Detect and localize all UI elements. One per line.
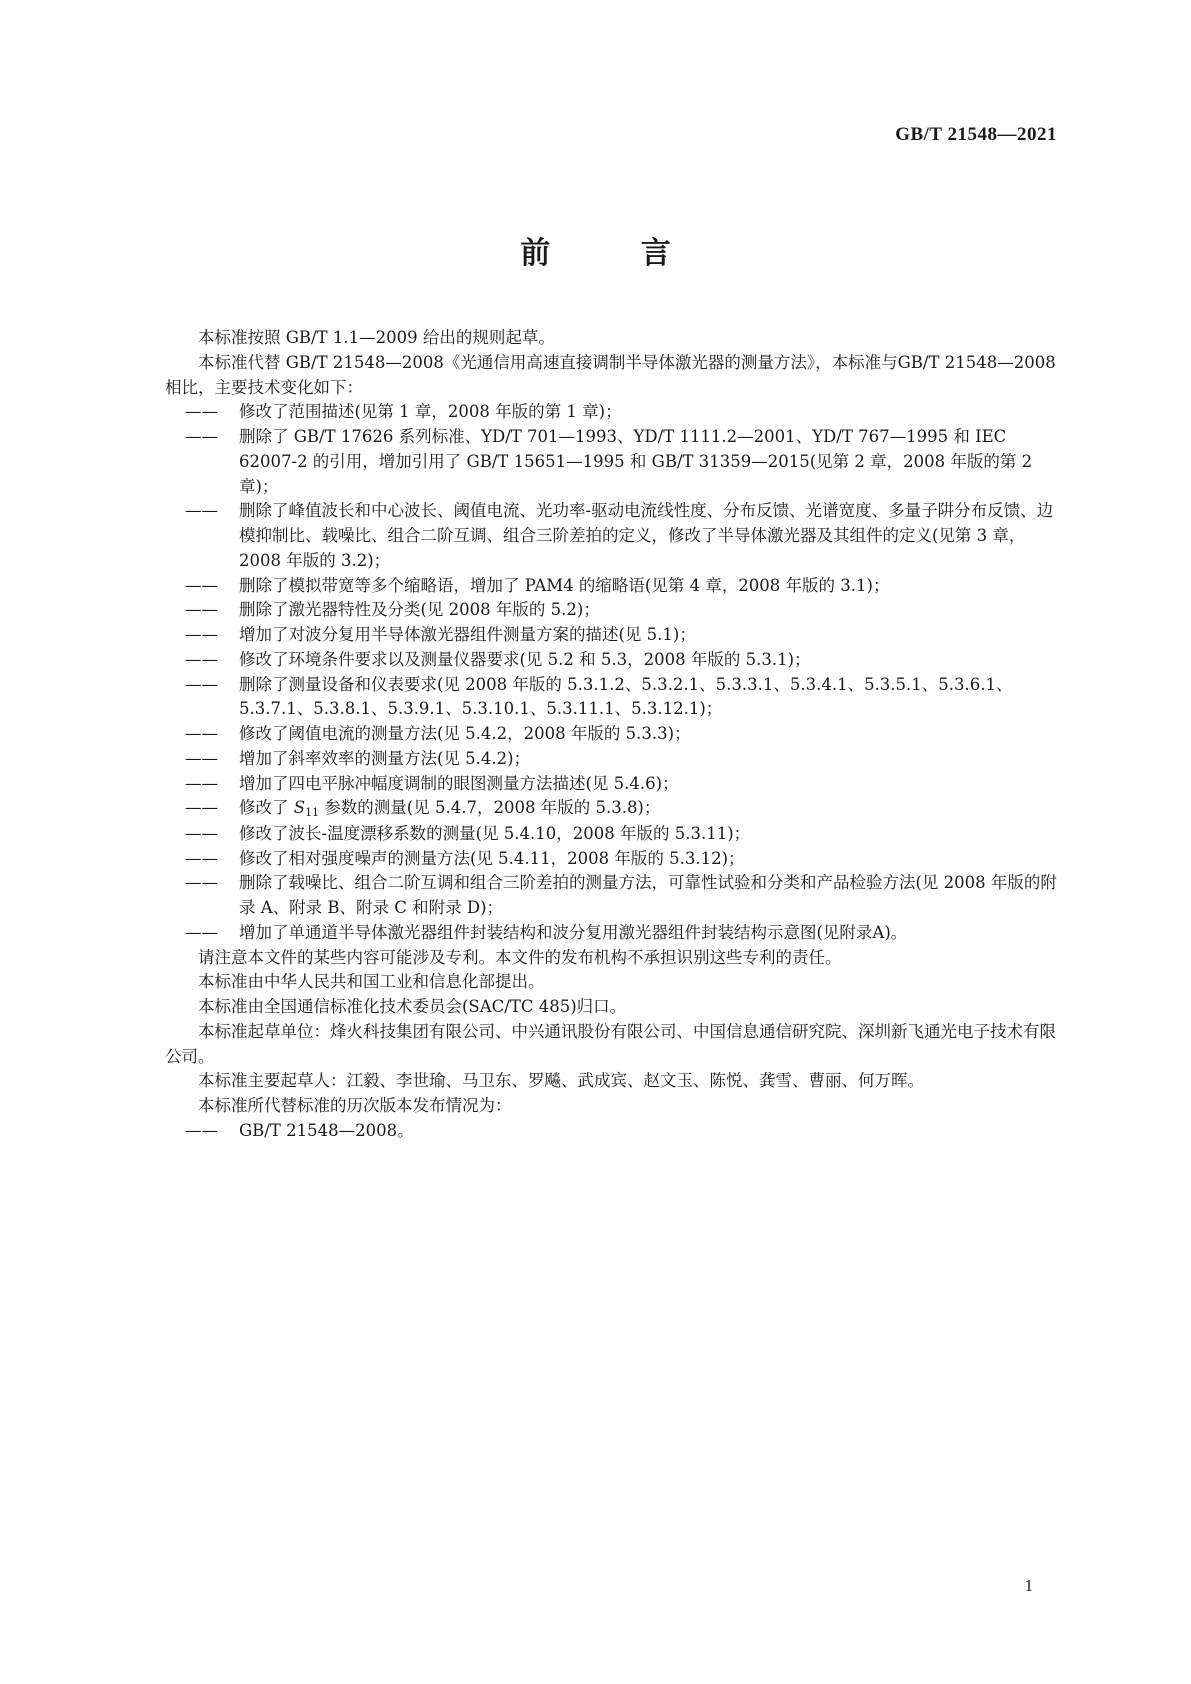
dash-marker: —— — [185, 748, 218, 768]
paragraph-technical-committee: 本标准由全国通信标准化技术委员会(SAC/TC 485)归口。 — [198, 997, 627, 1016]
dash-marker: —— — [185, 798, 218, 818]
page-title: 前 言 — [520, 236, 711, 271]
dash-marker: —— — [185, 501, 218, 521]
paragraph-replacement: 本标准代替 GB/T 21548—2008《光通信用高速直接调制半导体激光器的测量方法》，本标准与GB/T 21548—2008 相比，主要技术变化如下： — [165, 352, 1061, 397]
dash-marker: —— — [185, 922, 218, 942]
document-body — [165, 326, 1065, 1144]
s-parameter-symbol: S — [293, 798, 306, 818]
paragraph-drafting-rules: 本标准按照 GB/T 1.1—2009 给出的规则起草。 — [198, 328, 555, 347]
dash-marker: —— — [185, 427, 218, 446]
list-item: —— 修改了环境条件要求以及测量仪器要求(见 5.2 和 5.3，2008 年版的 5.3.1)； — [185, 648, 1065, 673]
paragraph-patent-notice: 请注意本文件的某些内容可能涉及专利。本文件的发布机构不承担识别这些专利的责任。 — [198, 947, 842, 967]
list-item: —— 删除了载噪比、组合二阶互调和组合三阶差拍的测量方法，可靠性试验和分类和产品检验方法(见 2008 年版的附录 A、附录 B、附录 C 和附录 D)； — [185, 873, 1057, 917]
list-item: —— 删除了激光器特性及分类(见 2008 年版的 5.2)； — [185, 598, 1065, 623]
dash-marker: —— — [185, 674, 218, 694]
dash-marker: —— — [185, 600, 218, 620]
list-item: —— 增加了四电平脉冲幅度调制的眼图测量方法描述(见 5.4.6)； — [185, 772, 1065, 797]
dash-marker: —— — [185, 823, 218, 843]
dash-marker: —— — [185, 649, 218, 669]
page-number: 1 — [1024, 1576, 1033, 1595]
list-item: —— 修改了相对强度噪声的测量方法(见 5.4.11，2008 年版的 5.3.12)； — [185, 847, 1065, 872]
paragraph-drafters: 本标准主要起草人：江毅、李世瑜、马卫东、罗飚、武成宾、赵文玉、陈悦、龚雪、曹丽、何万晖。 — [198, 1071, 924, 1091]
dash-marker: —— — [185, 402, 218, 422]
paragraph-drafting-units: 本标准起草单位：烽火科技集团有限公司、中兴通讯股份有限公司、中国信息通信研究院、深圳新飞通光电子技术有限公司。 — [165, 1021, 1056, 1066]
s-parameter-subscript: 11 — [305, 806, 320, 820]
paragraph-history-intro: 本标准所代替标准的历次版本发布情况为： — [198, 1096, 512, 1115]
list-item: —— 删除了峰值波长和中心波长、阈值电流、光功率-驱动电流线性度、分布反馈、光谱宽度、多量子阱分布反馈、边模抑制比、载噪比、组合二阶互调、组合三阶差拍的定义，修改了半导体激光器及其组件的定义(见第 3 章，2008 年版的 3.2)； — [185, 501, 1054, 570]
change-list — [165, 400, 1065, 945]
history-item: —— GB/T 21548—2008。 — [185, 1119, 1065, 1144]
dash-marker: —— — [185, 625, 218, 644]
dash-marker: —— — [185, 575, 218, 595]
list-item: —— 修改了波长-温度漂移系数的测量(见 5.4.10，2008 年版的 5.3.11)； — [185, 822, 1065, 847]
dash-marker: —— — [185, 724, 218, 743]
list-item: —— 增加了斜率效率的测量方法(见 5.4.2)； — [185, 747, 1065, 772]
list-item: —— 增加了对波分复用半导体激光器组件测量方案的描述(见 5.1)； — [185, 623, 1065, 648]
dash-marker: —— — [185, 848, 218, 868]
list-item: —— 删除了 GB/T 17626 系列标准、YD/T 701—1993、YD/T 1111.2—2001、YD/T 767—1995 和 IEC 62007-2 的引用，增加引用了 GB/T 15651—1995 和 GB/T 31359—2015(见第 2 章，2008 年版的第 2 章)； — [185, 427, 1033, 496]
list-item: —— 修改了阈值电流的测量方法(见 5.4.2，2008 年版的 5.3.3)； — [185, 722, 1065, 747]
dash-marker: —— — [185, 873, 218, 893]
list-item: —— 修改了 $S_{11}$ 参数的测量(见 5.4.7，2008 年版的 5.3.8)； — [185, 798, 661, 820]
dash-marker: —— — [185, 1120, 218, 1140]
list-item: —— 删除了测量设备和仪表要求(见 2008 年版的 5.3.1.2、5.3.2.1、5.3.3.1、5.3.4.1、5.3.5.1、5.3.6.1、5.3.7.1、5.3.8.1、5.3.9.1、5.3.10.1、5.3.11.1、5.3.12.1)； — [185, 674, 1013, 719]
paragraph-proposer: 本标准由中华人民共和国工业和信息化部提出。 — [198, 972, 545, 992]
dash-marker: —— — [185, 773, 218, 793]
list-item: —— 删除了模拟带宽等多个缩略语，增加了 PAM4 的缩略语(见第 4 章，2008 年版的 3.1)； — [185, 574, 1065, 599]
list-item: —— 修改了范围描述(见第 1 章，2008 年版的第 1 章)； — [185, 400, 1065, 425]
standard-code-header: GB/T 21548—2021 — [895, 124, 1057, 145]
list-item: —— 增加了单通道半导体激光器组件封装结构和波分复用激光器组件封装结构示意图(见附录A)。 — [185, 921, 1065, 946]
